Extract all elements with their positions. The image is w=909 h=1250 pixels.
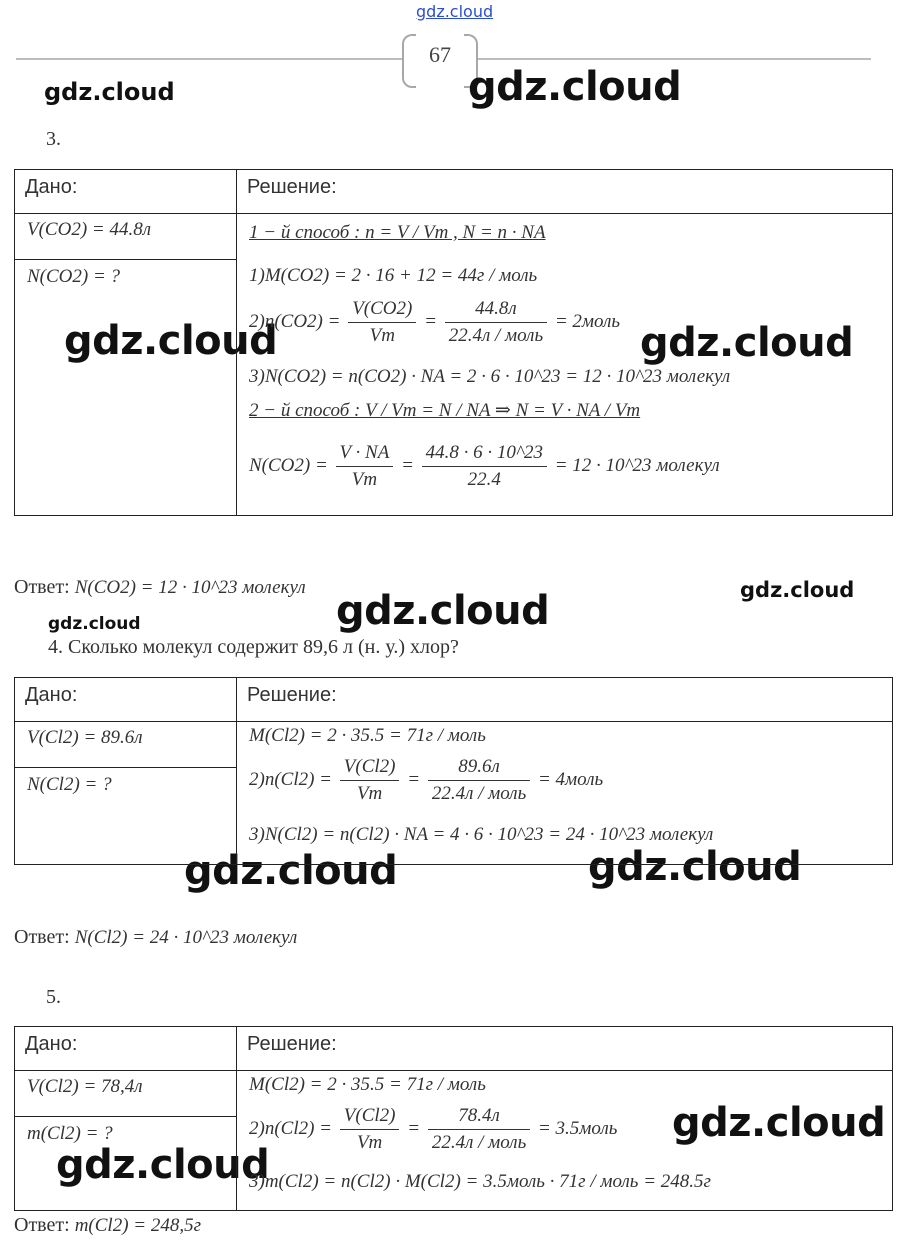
- watermark: gdz.cloud: [588, 844, 802, 890]
- solution-header: Решение:: [247, 684, 337, 706]
- watermark: gdz.cloud: [48, 614, 141, 634]
- watermark: gdz.cloud: [44, 78, 175, 106]
- given-divider: [15, 259, 236, 260]
- given-value: V(Cl2) = 89.6л: [27, 727, 143, 748]
- given-value: V(Cl2) = 78,4л: [27, 1076, 143, 1097]
- step-3-line: 3)N(Cl2) = n(Cl2) · NA = 4 · 6 · 10^23 = 24 · 10^23 молекул: [249, 824, 714, 845]
- fraction-numerator: 89.6л: [428, 756, 530, 781]
- watermark: gdz.cloud: [468, 64, 682, 110]
- method-2-line: 2 − й способ : V / Vm = N / NA ⇒ N = V · NA / Vm: [249, 400, 641, 421]
- fraction-denominator: 22.4: [467, 469, 501, 490]
- watermark: gdz.cloud: [672, 1100, 886, 1146]
- task-4-question: [48, 636, 459, 659]
- fraction-numerator: 44.8 · 6 · 10^23: [422, 442, 547, 467]
- top-watermark-link[interactable]: gdz.cloud: [416, 2, 494, 21]
- task-3-answer: [14, 576, 306, 599]
- step-1-line: M(Cl2) = 2 · 35.5 = 71г / моль: [249, 725, 486, 746]
- fraction: [428, 1105, 530, 1154]
- step-1-line: 1)M(CO2) = 2 · 16 + 12 = 44г / моль: [249, 265, 538, 286]
- final-line: N(CO2) = $\frac{V \cdot NA}{Vm}$ = $\frac{44.8 \cdot 6 \cdot 10\^{}23}{22.4}$ = 12 · 10^23 молекул: [249, 442, 720, 490]
- answer-value: m(Cl2) = 248,5г: [74, 1215, 201, 1236]
- fraction: [445, 298, 547, 347]
- find-value: m(Cl2) = ?: [27, 1123, 113, 1144]
- given-header: Дано:: [25, 684, 78, 706]
- final-result: = 12 · 10^23 молекул: [554, 454, 720, 476]
- fraction-denominator: Vm: [369, 325, 395, 346]
- task-4-question-text: Сколько молекул содержит 89,6 л (н. у.) хлор?: [68, 636, 459, 658]
- given-divider: [15, 1116, 236, 1117]
- fraction-denominator: Vm: [356, 783, 383, 804]
- step-2-line: 2)n(Cl2) = $\frac{V(Cl2)}{Vm}$ = $\frac{78.4л}{\text{22.4л / моль}}$ = 3.5моль: [249, 1105, 618, 1153]
- step-2-left: 2)n(CO2) =: [249, 310, 341, 332]
- fraction-numerator: V(Cl2): [340, 1105, 400, 1130]
- task-4-table: [14, 677, 893, 865]
- solution-header: Решение:: [247, 176, 337, 198]
- task-5-table: [14, 1026, 893, 1211]
- answer-label: Ответ:: [14, 926, 70, 948]
- answer-label: Ответ:: [14, 1214, 70, 1236]
- step-3-line: 3)N(CO2) = n(CO2) · NA = 2 · 6 · 10^23 = 12 · 10^23 молекул: [249, 366, 731, 387]
- final-left: N(CO2) =: [249, 454, 328, 476]
- step-1-line: M(Cl2) = 2 · 35.5 = 71г / моль: [249, 1074, 486, 1095]
- task-5-answer: [14, 1214, 201, 1237]
- watermark: gdz.cloud: [336, 588, 550, 634]
- table-header-rule: [15, 213, 892, 214]
- given-header: Дано:: [25, 176, 78, 198]
- step-3-line: 3)m(Cl2) = n(Cl2) · M(Cl2) = 3.5моль · 71г / моль = 248.5г: [249, 1171, 711, 1192]
- fraction-denominator: 22.4л / моль: [431, 783, 527, 804]
- fraction: [340, 756, 400, 805]
- fraction-numerator: 78.4л: [428, 1105, 530, 1130]
- method-1-line: 1 − й способ : n = V / Vm , N = n · NA: [249, 222, 546, 243]
- solution-header: Решение:: [247, 1033, 337, 1055]
- table-divider: [236, 1027, 237, 1210]
- step-2-result: = 4моль: [537, 768, 604, 790]
- fraction: [336, 442, 394, 491]
- task-4-number: 4.: [48, 636, 63, 658]
- fraction: [428, 756, 530, 805]
- fraction-denominator: Vm: [351, 469, 378, 490]
- given-divider: [15, 767, 236, 768]
- table-header-rule: [15, 721, 892, 722]
- task-5-number: 5.: [46, 986, 61, 1008]
- table-divider: [236, 170, 237, 515]
- task-4-answer: [14, 926, 297, 949]
- step-2-left: 2)n(Cl2) =: [249, 1117, 333, 1139]
- fraction-numerator: V(CO2): [348, 298, 416, 323]
- task-3-table: [14, 169, 893, 516]
- table-header-rule: [15, 1070, 892, 1071]
- fraction-numerator: 44.8л: [445, 298, 547, 323]
- answer-value: N(Cl2) = 24 · 10^23 молекул: [74, 927, 298, 948]
- step-2-left: 2)n(Cl2) =: [249, 768, 333, 790]
- fraction-denominator: Vm: [356, 1132, 383, 1153]
- step-2-result: = 2моль: [554, 310, 620, 332]
- watermark: gdz.cloud: [56, 1142, 270, 1188]
- find-value: N(CO2) = ?: [27, 266, 121, 287]
- step-2-result: = 3.5моль: [537, 1117, 618, 1139]
- given-value: V(CO2) = 44.8л: [27, 219, 152, 240]
- given-header: Дано:: [25, 1033, 78, 1055]
- fraction: [348, 298, 416, 347]
- answer-label: Ответ:: [14, 576, 70, 598]
- fraction-denominator: 22.4л / моль: [448, 325, 544, 346]
- answer-value: N(CO2) = 12 · 10^23 молекул: [74, 577, 306, 598]
- watermark: gdz.cloud: [640, 320, 854, 366]
- task-3-number: 3.: [46, 128, 61, 150]
- table-divider: [236, 678, 237, 864]
- watermark: gdz.cloud: [740, 578, 855, 602]
- fraction: [340, 1105, 400, 1154]
- fraction-numerator: V · NA: [336, 442, 394, 467]
- fraction: [422, 442, 547, 491]
- watermark: gdz.cloud: [64, 318, 278, 364]
- page-number: 67: [429, 42, 451, 67]
- watermark: gdz.cloud: [184, 848, 398, 894]
- step-2-line: 2)n(Cl2) = $\frac{V(Cl2)}{Vm}$ = $\frac{89.6л}{\text{22.4л / моль}}$ = 4моль: [249, 756, 604, 804]
- step-2-line: 2)n(CO2) = $\frac{V(CO2)}{Vm}$ = $\frac{44.8л}{\text{22.4л / моль}}$ = 2моль: [249, 298, 620, 346]
- page-number-badge: [402, 34, 478, 86]
- fraction-denominator: 22.4л / моль: [431, 1132, 527, 1153]
- find-value: N(Cl2) = ?: [27, 774, 112, 795]
- fraction-numerator: V(Cl2): [340, 756, 400, 781]
